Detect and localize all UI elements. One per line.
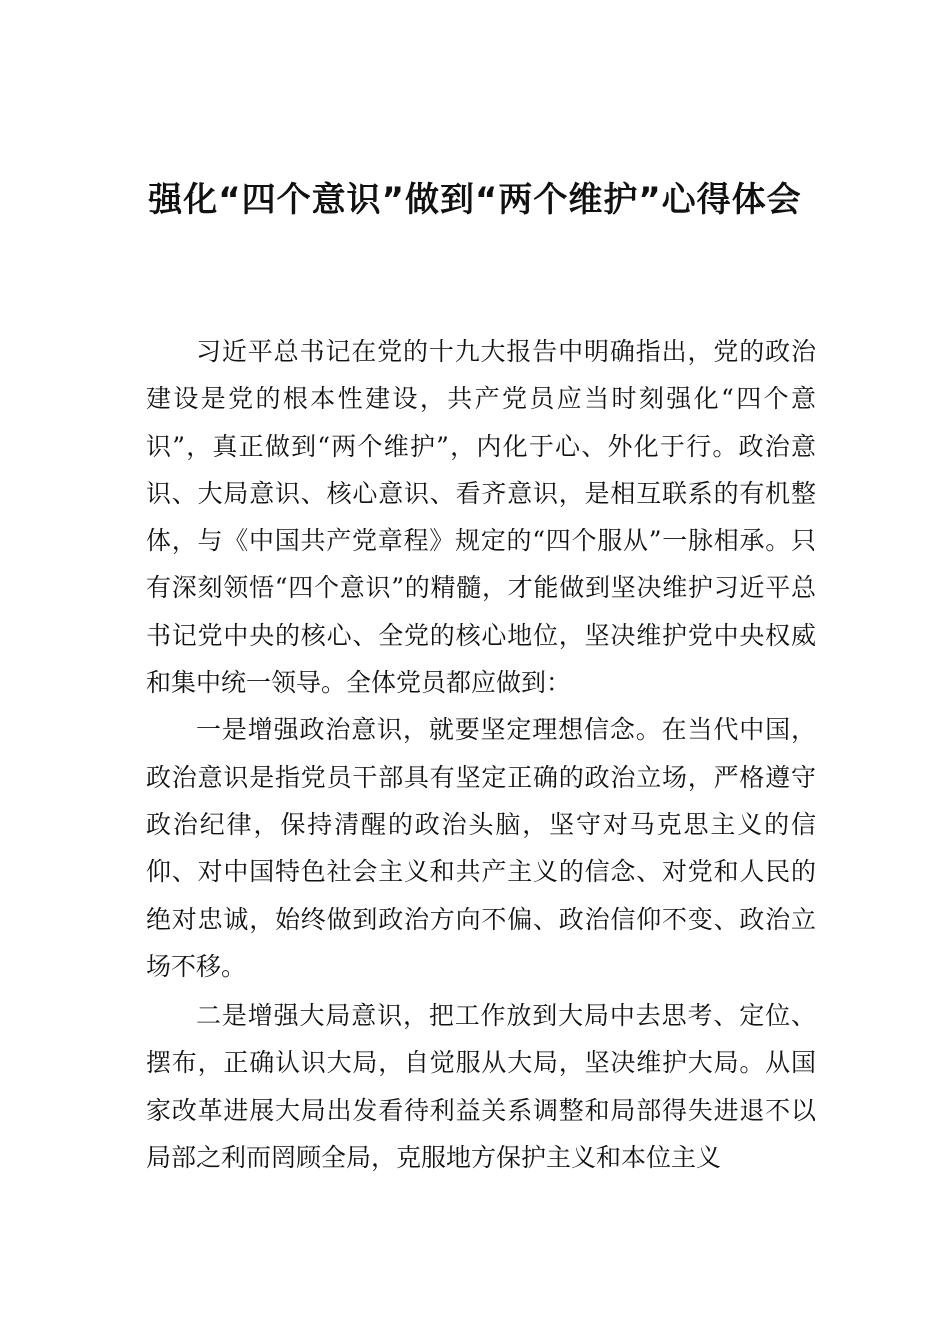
document-body <box>146 328 816 1181</box>
document-title: 强化“四个意识”做到“两个维护”心得体会 <box>148 180 802 220</box>
paragraph-intro: 习近平总书记在党的十九大报告中明确指出，党的政治建设是党的根本性建设，共产党员应当时刻强化“四个意识”，真正做到“两个维护”，内化于心、外化于行。政治意识、大局意识、核心意识、看齐意识，是相互联系的有机整体，与《中国共产党章程》规定的“四个服从”一脉相承。只有深刻领悟“四个意识”的精髓，才能做到坚决维护习近平总书记党中央的核心、全党的核心地位，坚决维护党中央权威和集中统一领导。全体党员都应做到： <box>146 337 816 698</box>
paragraph-overall-awareness: 二是增强大局意识，把工作放到大局中去思考、定位、摆布，正确认识大局，自觉服从大局，坚决维护大局。从国家改革进展大局出发看待利益关系调整和局部得失进退不以局部之利而罔顾全局，克服地方保护主义和本位主义 <box>146 1001 816 1173</box>
paragraph-political-awareness: 一是增强政治意识，就要坚定理想信念。在当代中国，政治意识是指党员干部具有坚定正确的政治立场，严格遵守政治纪律，保持清醒的政治头脑，坚守对马克思主义的信仰、对中国特色社会主义和共产主义的信念、对党和人民的绝对忠诚，始终做到政治方向不偏、政治信仰不变、政治立场不移。 <box>146 715 816 981</box>
